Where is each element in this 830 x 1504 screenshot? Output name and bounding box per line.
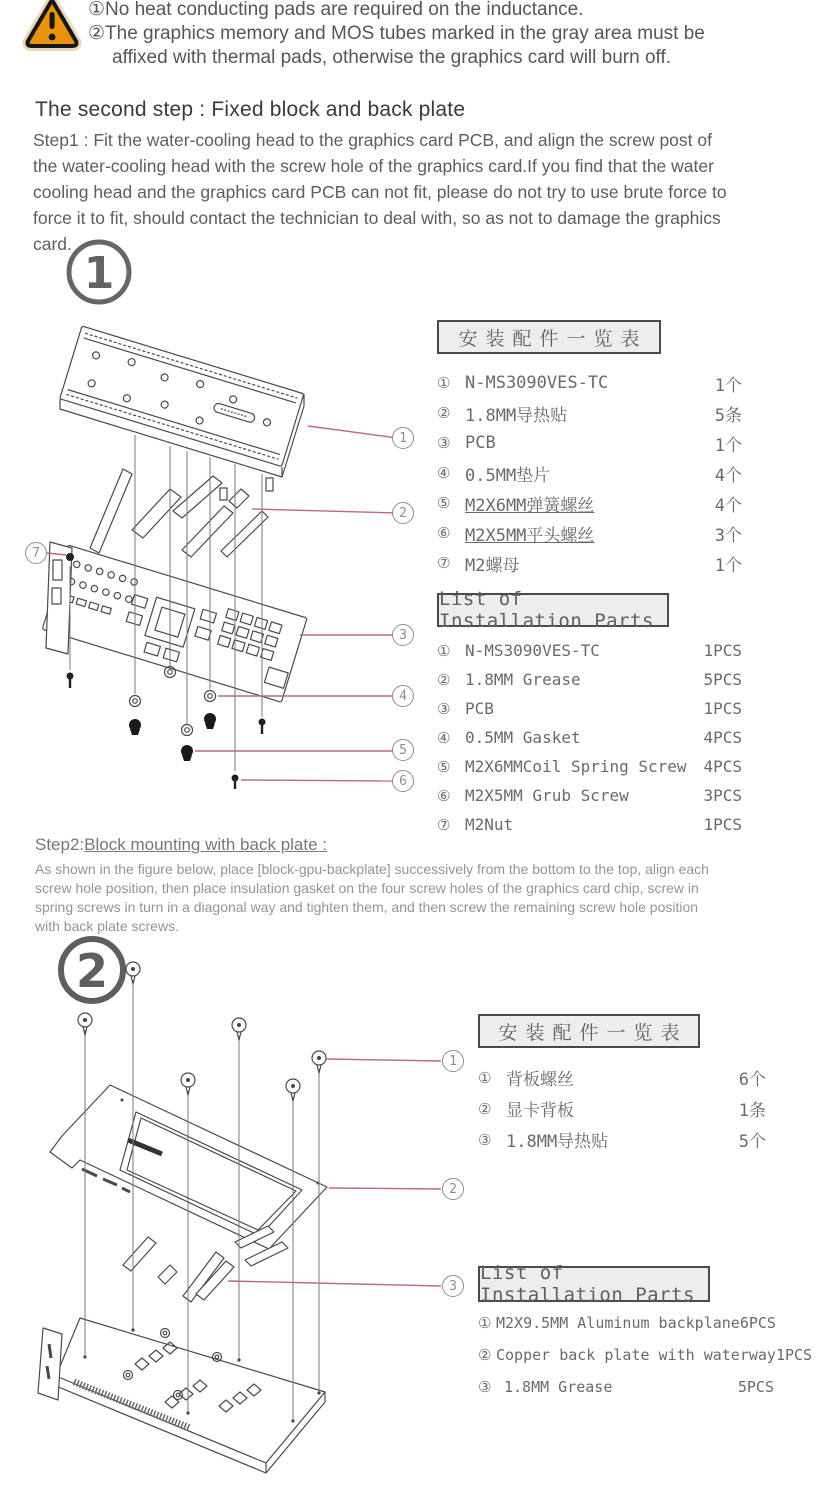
row-index: ④ [437, 728, 451, 747]
table-row [478, 1124, 766, 1155]
table-row [478, 1307, 774, 1339]
row-index: ③ [478, 1378, 492, 1396]
row-index: ① [437, 374, 451, 392]
step2-title [35, 835, 725, 855]
part-name: N-MS3090VES-TC [465, 641, 600, 660]
parts-list-en-2 [478, 1262, 813, 1403]
table-row [437, 723, 742, 752]
step2-label: Step2: [35, 835, 85, 854]
diagram1-badge-number: 1 [83, 248, 115, 299]
part-name: M2螺母 [465, 555, 520, 576]
warning-line-3: affixed with thermal pads, otherwise the graphics card will burn off. [112, 47, 672, 68]
row-index: ⑦ [437, 554, 451, 572]
part-qty: 5PCS [703, 670, 742, 689]
part-qty: 1PCS [775, 1346, 813, 1364]
part-qty: 1条 [738, 1101, 766, 1121]
table-row [437, 518, 742, 548]
part-qty: 4个 [714, 465, 742, 486]
parts-list-en-1 [437, 588, 742, 839]
diagram1-callout-7: 7 [25, 542, 47, 564]
part-qty: 1PCS [703, 641, 742, 660]
diagram2-callout-2: 2 [442, 1178, 464, 1200]
diagram1-callout-5: 5 [392, 739, 414, 761]
pcb [42, 545, 307, 702]
diagram1-callout-2: 2 [392, 502, 414, 524]
diagram2-callout-1: 1 [442, 1050, 464, 1072]
row-index: ① [437, 641, 451, 660]
table-row [478, 1093, 766, 1124]
part-name: 1.8MM导热贴 [465, 405, 568, 426]
part-qty: 5PCS [737, 1378, 774, 1396]
diagram2-callout-3: 3 [442, 1275, 464, 1297]
part-name: 1.8MM导热贴 [506, 1132, 609, 1152]
table-row [437, 752, 742, 781]
table-row [437, 781, 742, 810]
water-block [60, 326, 304, 500]
part-name: 0.5MM Gasket [465, 728, 581, 747]
parts-list-en-2-header [478, 1262, 710, 1306]
part-qty: 3PCS [703, 786, 742, 805]
diagram2-badge [61, 939, 123, 1001]
part-name: M2X5MM Grub Screw [465, 786, 629, 805]
step2-title-text: Block mounting with back plate : [84, 835, 328, 854]
part-qty: 1个 [714, 375, 742, 396]
step1-paragraph: Step1 : Fit the water-cooling head to the graphics card PCB, and align the screw post of the water-cooling head with the screw hole of the graphics card.If you find that the water cooling head and the graphics card PCB can not fit, please do not try to use brute force to force it to fit, should contact the technician to deal with, so as not to damage the graphics card. [33, 130, 727, 254]
part-qty: 1PCS [703, 699, 742, 718]
parts-table-cn-2-title: 安装配件一览表 [498, 1022, 688, 1044]
parts-table-cn-2 [478, 1014, 766, 1155]
part-name: 1.8MM Grease [465, 670, 581, 689]
part-qty: 5条 [714, 405, 742, 426]
table-row [478, 1062, 766, 1093]
diagram1-exploded-view [20, 230, 440, 830]
row-index: ① [478, 1068, 492, 1087]
parts-table-cn-1-title: 安装配件一览表 [458, 328, 648, 350]
diagram1-callout-1: 1 [392, 427, 414, 449]
diagram1-callout-4: 4 [392, 685, 414, 707]
parts-table-cn-1-header [437, 320, 661, 354]
graphics-card [38, 1318, 325, 1473]
part-qty: 1个 [714, 435, 742, 456]
table-row [437, 548, 742, 578]
part-name: Copper back plate with waterway [496, 1346, 776, 1364]
row-index: ③ [478, 1130, 492, 1149]
part-qty: 4PCS [703, 757, 742, 776]
table-row [437, 398, 742, 428]
diagram1-badge [69, 242, 129, 302]
table-row [437, 665, 742, 694]
diagram1-callout-6: 6 [392, 770, 414, 792]
table-row [437, 458, 742, 488]
row-index: ⑥ [437, 524, 451, 542]
backplate-screws [78, 962, 326, 1101]
table-row [437, 636, 742, 665]
part-name: M2X5MM平头螺丝 [465, 525, 595, 546]
part-name: PCB [465, 699, 494, 718]
parts-table-cn-2-header [478, 1014, 700, 1048]
part-qty: 1个 [714, 555, 742, 576]
part-qty: 6个 [738, 1070, 766, 1090]
part-qty: 4PCS [703, 728, 742, 747]
row-index: ③ [437, 699, 451, 718]
part-name: M2X9.5MM Aluminum backplane [496, 1314, 740, 1332]
warning-triangle-icon [24, 0, 80, 50]
part-qty: 5个 [738, 1132, 766, 1152]
step2-section [35, 835, 725, 936]
step2-paragraph: As shown in the figure below, place [block-gpu-backplate] successively from the bottom to the top, align each screw hole position, then place insulation gasket on the four screw holes of the graphics card chip, screw in spring screws in turn in a diagonal way and tighten them, and then screw the remaining screw hole position with back plate screws. [35, 861, 709, 934]
part-qty: 3个 [714, 525, 742, 546]
table-row [478, 1339, 813, 1371]
table-row [478, 1371, 774, 1403]
part-name: 显卡背板 [506, 1101, 574, 1121]
table-row [437, 368, 742, 398]
diagram1-callout-3: 3 [392, 624, 414, 646]
table-row [437, 694, 742, 723]
row-index: ① [478, 1314, 492, 1332]
table-row [437, 488, 742, 518]
part-name: M2X6MMCoil Spring Screw [465, 757, 687, 776]
diagram2-exploded-view [20, 930, 470, 1504]
part-name: M2Nut [465, 815, 514, 834]
parts-table-cn-1 [437, 320, 742, 578]
warning-text [88, 0, 768, 70]
row-index: ④ [437, 464, 451, 482]
row-index: ② [478, 1099, 492, 1118]
thermal-pads-2 [123, 1226, 288, 1302]
row-index: ⑦ [437, 815, 451, 834]
part-name: 1.8MM Grease [504, 1378, 613, 1396]
diagram2-badge-number: 2 [75, 944, 109, 998]
section-heading: The second step : Fixed block and back plate [35, 98, 466, 121]
parts-list-en-1-header [437, 588, 669, 632]
part-name: N-MS3090VES-TC [465, 373, 609, 393]
part-name: M2X6MM弹簧螺丝 [465, 495, 595, 516]
part-qty: 6PCS [739, 1314, 776, 1332]
part-qty: 1PCS [703, 815, 742, 834]
warning-line-2: ②The graphics memory and MOS tubes marked in the gray area must be [88, 23, 705, 44]
thermal-pads [90, 469, 268, 557]
part-name: PCB [465, 433, 496, 453]
part-name: 0.5MM垫片 [465, 465, 551, 486]
row-index: ② [478, 1346, 492, 1364]
part-name: 背板螺丝 [506, 1070, 574, 1090]
row-index: ② [437, 670, 451, 689]
row-index: ③ [437, 434, 451, 452]
row-index: ⑥ [437, 786, 451, 805]
part-qty: 4个 [714, 495, 742, 516]
table-row [437, 428, 742, 458]
row-index: ⑤ [437, 494, 451, 512]
row-index: ⑤ [437, 757, 451, 776]
warning-line-1: ①No heat conducting pads are required on the inductance. [88, 0, 584, 20]
parts-list-en-1-title: List of Installation Parts [439, 588, 654, 632]
row-index: ② [437, 404, 451, 422]
parts-list-en-2-title: List of Installation Parts [480, 1262, 695, 1306]
